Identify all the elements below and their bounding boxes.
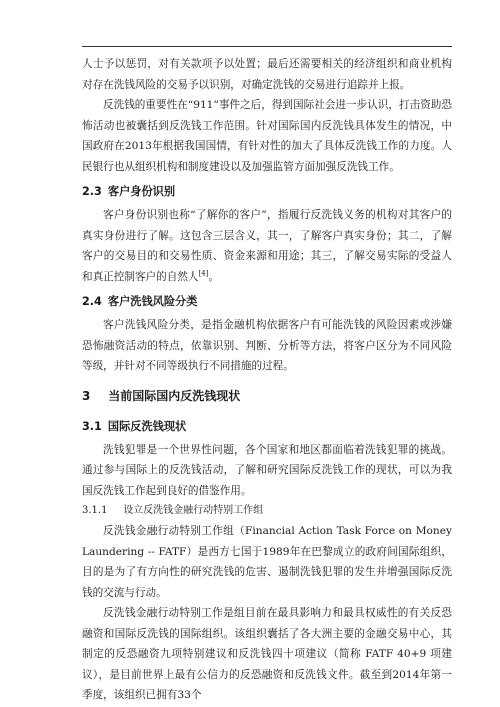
chapter-number: 3 <box>82 388 91 403</box>
paragraph-importance: 反洗钱的重要性在“911”事件之后，得到国际社会进一步认识，打击资助恐怖活动也被囊括到反洗钱工作范围。针对国际国内反洗钱具体发生的情况，中国政府在2013年根据我国国情，有针对性的加大了具体反洗钱工作的力度。人民银行也从组织机构和制度建设以及加强监管方面加强反洗钱工作。 <box>82 99 452 173</box>
section-heading-2-4 <box>82 292 452 312</box>
subsection-title: 设立反洗钱金融行动特别工作组 <box>123 505 264 516</box>
paragraph-kyc-text: 客户身份识别也称“了解你的客户”，指履行反洗钱义务的机构对其客户的真实身份进行了解。这包含三层含义，其一，了解客户真实身份；其二，了解客户的交易目的和交易性质、资金来源和用途；其三，了解交易实际的受益人和真正控制客户的自然人 <box>82 209 452 283</box>
chapter-heading-3 <box>82 385 452 407</box>
paragraph-fatf-influence: 反洗钱金融行动特别工作是组目前在最具影响力和最具权威性的有关反恐融资和国际反洗钱的国际组织。该组织囊括了各大洲主要的金融交易中心，其制定的反恐融资九项特别建议和反洗钱四十项建议（简称 FATF 40+9 项建议），是目前世界上最有公信力的反恐融资和反洗钱文件。截至到2014年第一季度，该组织已拥有33个 <box>82 607 452 701</box>
paragraph-continued: 人士予以惩罚，对有关款项予以处置；最后还需要相关的经济组织和商业机构对存在洗钱风险的交易予以识别，对确定洗钱的交易进行追踪并上报。 <box>82 58 452 91</box>
header-rule <box>82 46 452 47</box>
section-heading-2-3 <box>82 182 452 202</box>
section-number: 3.1 <box>82 419 102 433</box>
paragraph-fatf: 反洗钱金融行动特别工作组（Financial Action Task Force on Money Laundering -- FATF）是西方七国于1989年在巴黎成立的政府间国际组织，目的是为了有方向性的研究洗钱的危害、遏制洗钱犯罪的发生并增强国际反洗钱的交流与行动。 <box>82 525 452 599</box>
section-title: 国际反洗钱现状 <box>107 419 187 433</box>
section-number: 2.3 <box>82 185 102 198</box>
page-body <box>82 54 452 706</box>
paragraph-risk-classification: 客户洗钱风险分类，是指金融机构依据客户有可能洗钱的风险因素或涉嫌恐怖融资活动的特点，依靠识别、判断、分析等方法，将客户区分为不同风险等级，并针对不同等级执行不同措施的过程。 <box>82 319 452 372</box>
section-title: 客户洗钱风险分类 <box>107 295 198 308</box>
section-heading-3-1 <box>82 417 452 437</box>
subsection-number: 3.1.1 <box>82 505 108 516</box>
section-number: 2.4 <box>82 295 102 308</box>
paragraph-international: 洗钱犯罪是一个世界性问题，各个国家和地区都面临着洗钱犯罪的挑战。通过参与国际上的反洗钱活动，了解和研究国际反洗钱工作的现状，可以为我国反洗钱工作起到良好的借鉴作用。 <box>82 443 452 497</box>
subsection-heading-3-1-1 <box>82 501 452 521</box>
paragraph-kyc <box>82 205 452 287</box>
citation-ref: [4] <box>198 268 209 277</box>
section-title: 客户身份识别 <box>107 185 176 198</box>
chapter-title: 当前国际国内反洗钱现状 <box>108 388 241 403</box>
paragraph-kyc-end: 。 <box>208 270 220 283</box>
